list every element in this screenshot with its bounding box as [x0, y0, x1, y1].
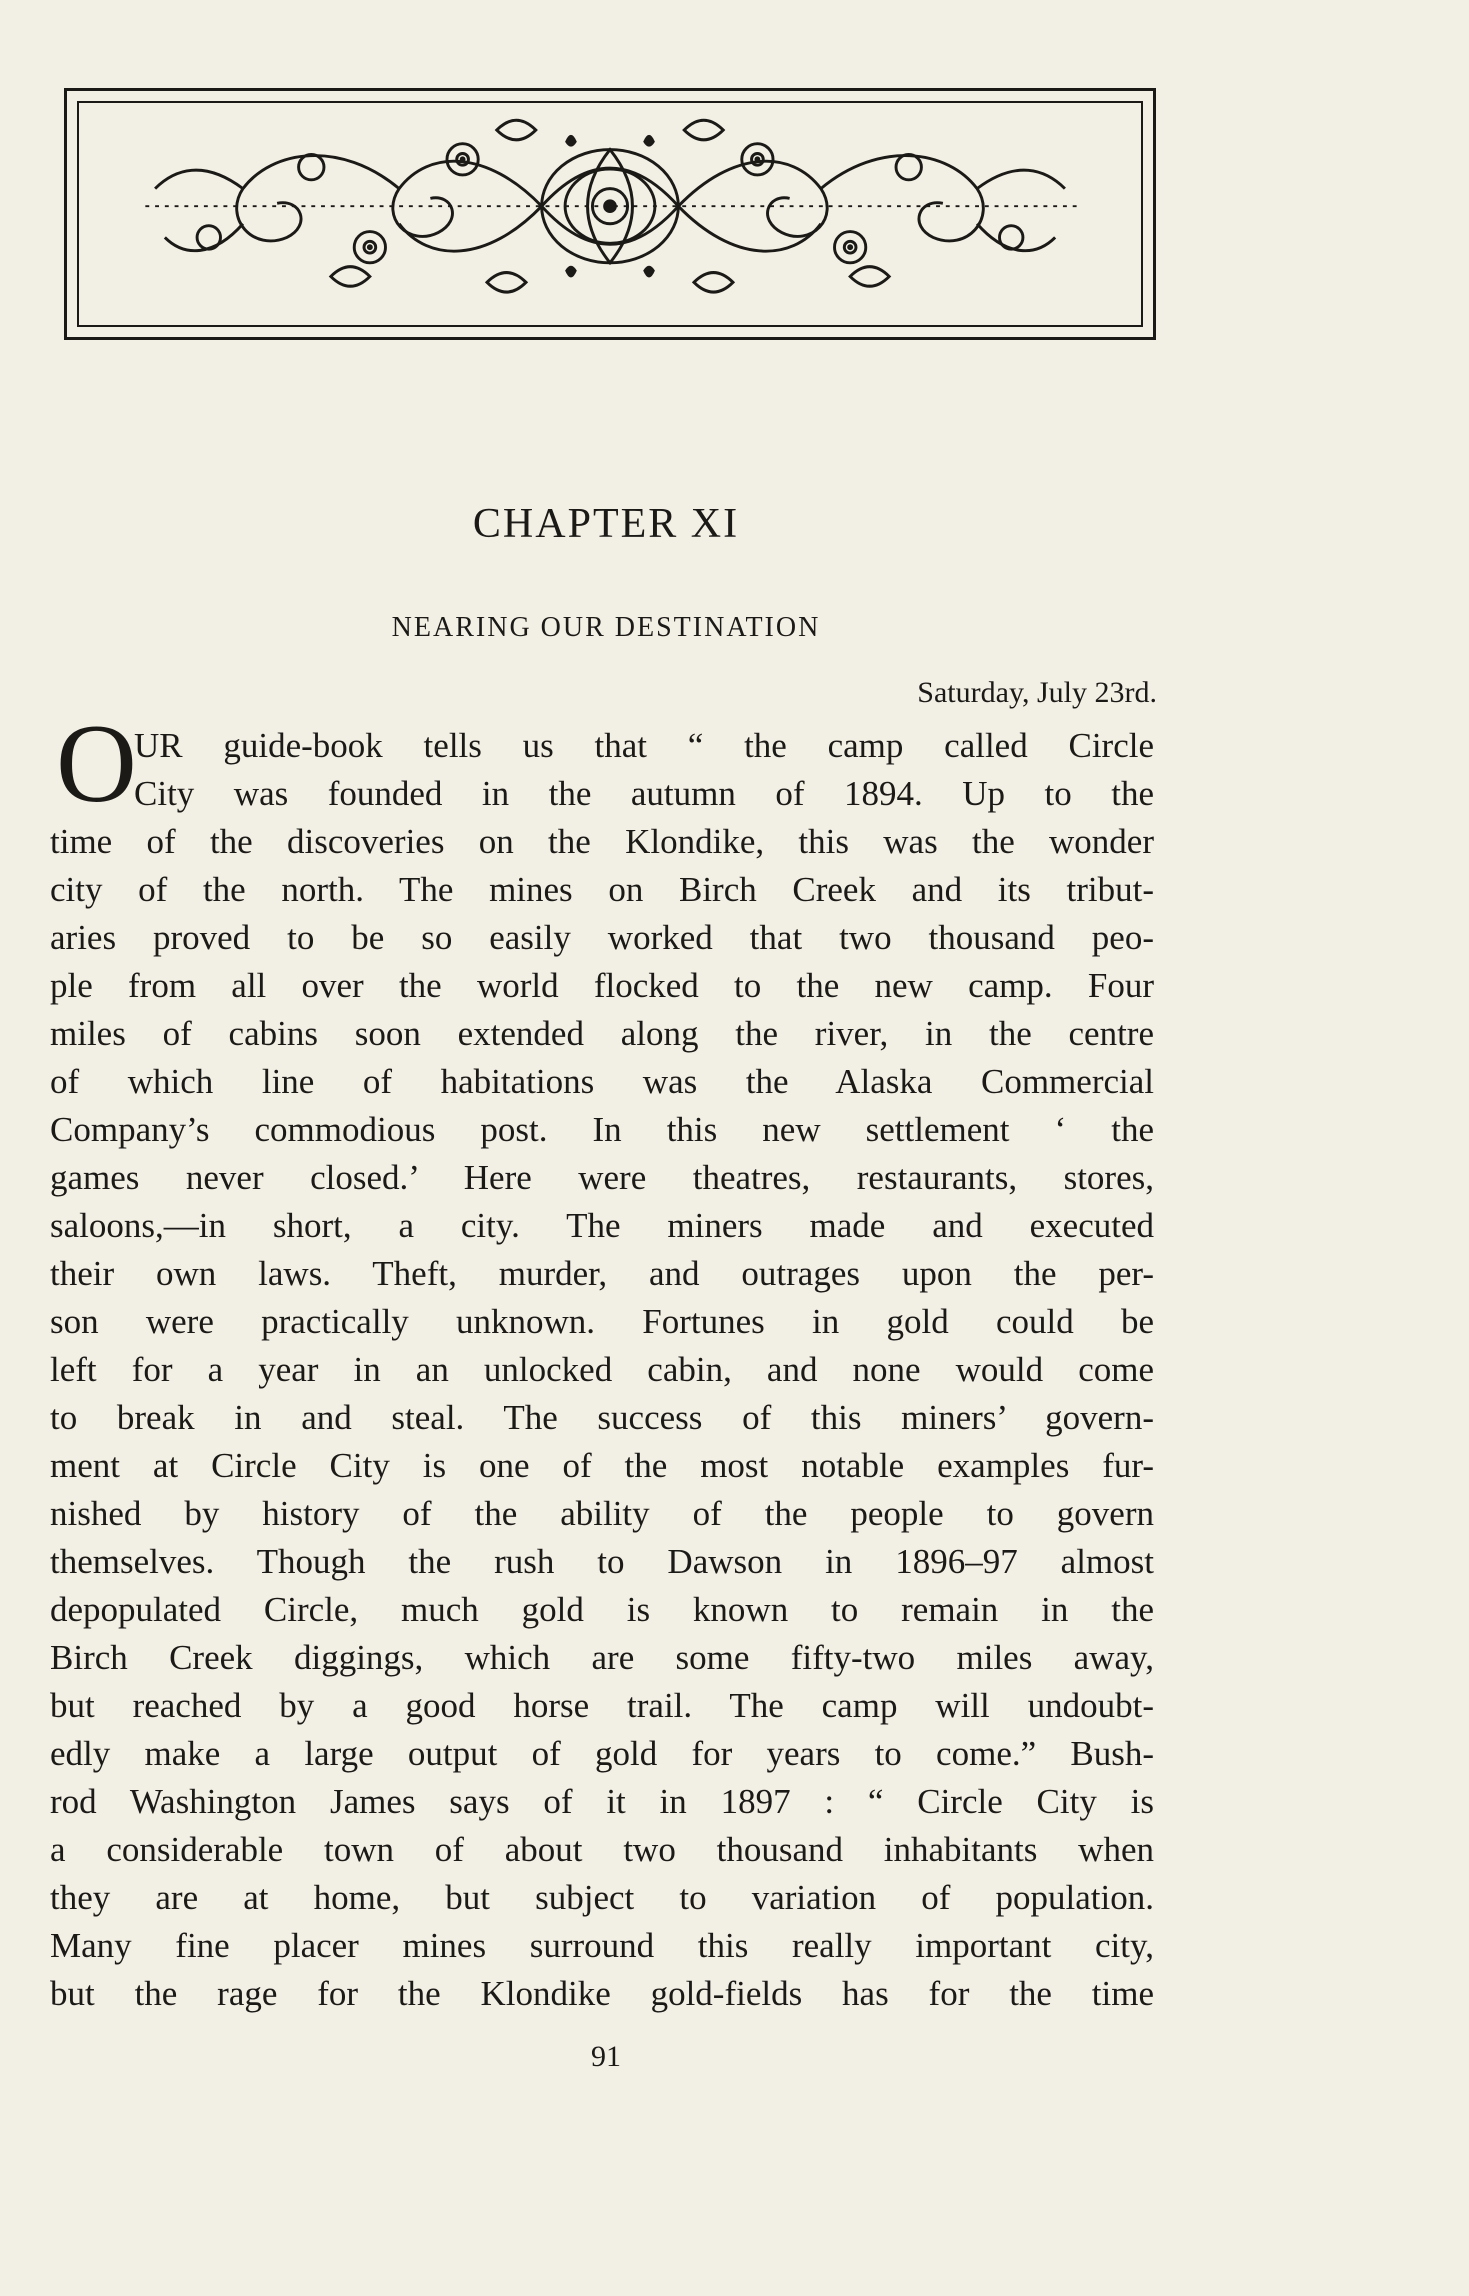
text-line: games never closed.’ Here were theatres, restaurants, stores,	[50, 1158, 1154, 1197]
text-line: of which line of habitations was the Alaska Commercial	[50, 1062, 1154, 1101]
text-line: themselves. Though the rush to Dawson in 1896–97 almost	[50, 1542, 1154, 1581]
text-line: a considerable town of about two thousand inhabitants when	[50, 1830, 1154, 1869]
text-line: ment at Circle City is one of the most notable examples fur-	[50, 1446, 1154, 1485]
text-line: UR guide-book tells us that “ the camp called Circle	[134, 726, 1154, 765]
text-line: nished by history of the ability of the people to govern	[50, 1494, 1154, 1533]
text-line: aries proved to be so easily worked that two thousand peo-	[50, 918, 1154, 957]
text-line: Birch Creek diggings, which are some fifty-two miles away,	[50, 1638, 1154, 1677]
header-ornament	[64, 88, 1156, 340]
chapter-subtitle: NEARING OUR DESTINATION	[391, 612, 821, 643]
text-line: Many fine placer mines surround this really important city,	[50, 1926, 1154, 1965]
drop-cap: O	[56, 702, 137, 826]
chapter-title: CHAPTER XI	[472, 501, 740, 547]
dateline: Saturday, July 23rd.	[917, 676, 1157, 709]
text-line: their own laws. Theft, murder, and outrages upon the per-	[50, 1254, 1154, 1293]
floral-scroll-ornament-icon	[67, 91, 1153, 337]
text-line: city of the north. The mines on Birch Creek and its tribut-	[50, 870, 1154, 909]
text-line: left for a year in an unlocked cabin, and none would come	[50, 1350, 1154, 1389]
text-line: but reached by a good horse trail. The camp will undoubt-	[50, 1686, 1154, 1725]
text-line: son were practically unknown. Fortunes in gold could be	[50, 1302, 1154, 1341]
text-line: edly make a large output of gold for years to come.” Bush-	[50, 1734, 1154, 1773]
text-line: Company’s commodious post. In this new settlement ‘ the	[50, 1110, 1154, 1149]
text-line: they are at home, but subject to variation of population.	[50, 1878, 1154, 1917]
text-line: but the rage for the Klondike gold-fields has for the time	[50, 1974, 1154, 2013]
text-line: City was founded in the autumn of 1894. Up to the	[134, 774, 1154, 813]
text-line: rod Washington James says of it in 1897 : “ Circle City is	[50, 1782, 1154, 1821]
text-line: miles of cabins soon extended along the river, in the centre	[50, 1014, 1154, 1053]
text-line: depopulated Circle, much gold is known to remain in the	[50, 1590, 1154, 1629]
text-line: saloons,—in short, a city. The miners made and executed	[50, 1206, 1154, 1245]
page-number: 91	[591, 2040, 621, 2073]
text-line: to break in and steal. The success of this miners’ govern-	[50, 1398, 1154, 1437]
text-line: ple from all over the world flocked to the new camp. Four	[50, 966, 1154, 1005]
text-line: time of the discoveries on the Klondike, this was the wonder	[50, 822, 1154, 861]
